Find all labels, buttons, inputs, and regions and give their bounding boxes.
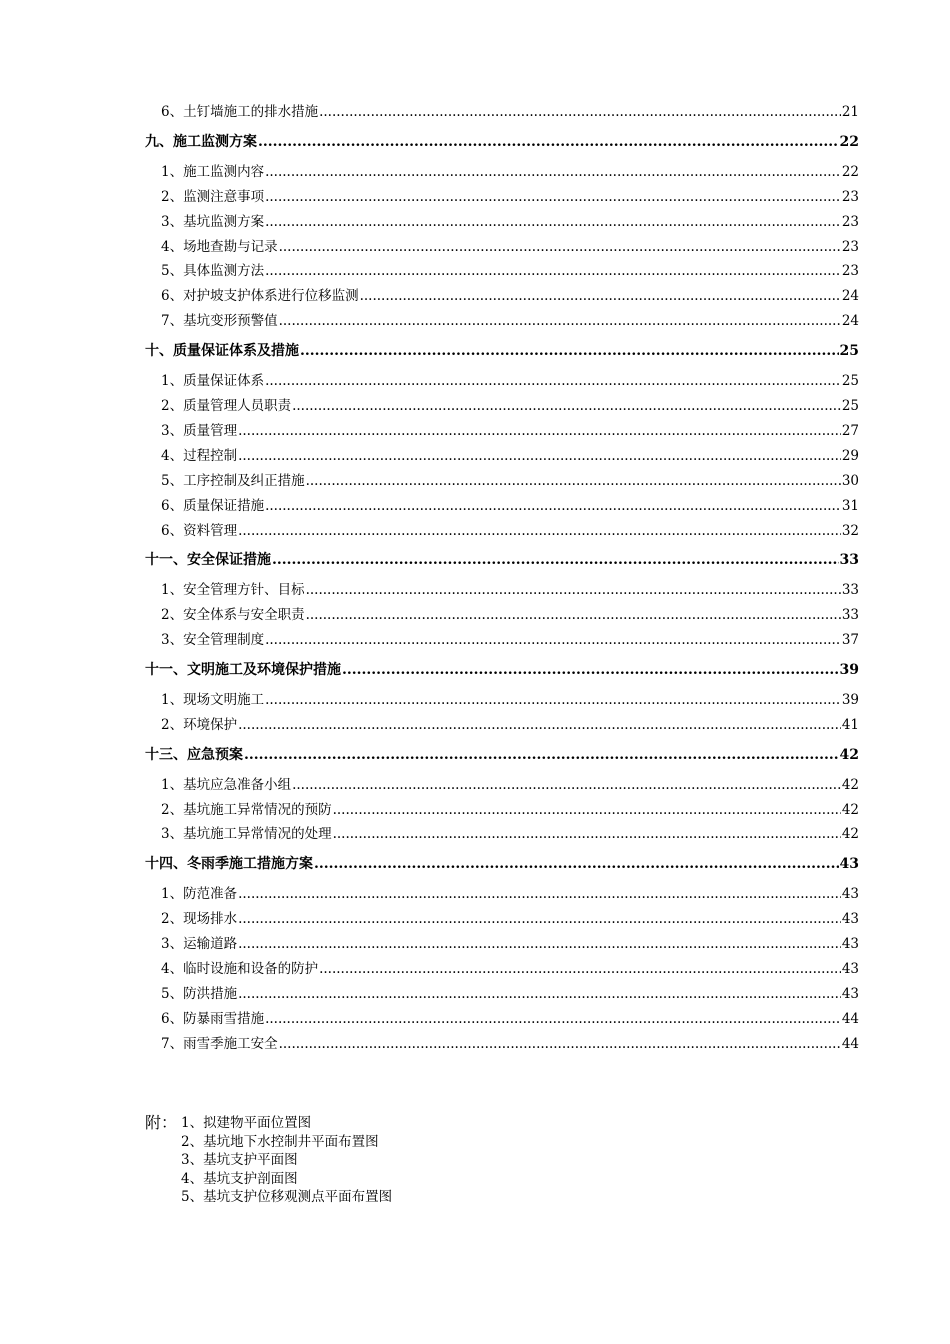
- toc-page-number: 43: [841, 911, 859, 928]
- toc-dot-leader: [279, 309, 841, 334]
- toc-page-number: 43: [841, 985, 859, 1002]
- appendix-item: 3、基坑支护平面图: [181, 1152, 298, 1168]
- toc-dot-leader: [265, 210, 841, 235]
- toc-page-number: 31: [841, 497, 859, 514]
- toc-chapter-entry[interactable]: [145, 548, 859, 573]
- toc-page-number: 44: [841, 1010, 859, 1027]
- toc-dot-leader: [238, 982, 841, 1007]
- toc-dot-leader: [238, 713, 841, 738]
- toc-page-number: 42: [841, 776, 859, 793]
- toc-page-number: 33: [839, 552, 859, 569]
- toc-entry-label: 6、质量保证措施: [161, 497, 265, 514]
- toc-page-number: 41: [841, 716, 859, 733]
- toc-page-number: 24: [841, 313, 859, 330]
- toc-entry-label: 3、运输道路: [161, 936, 238, 953]
- toc-entry-label: 2、质量管理人员职责: [161, 397, 292, 414]
- toc-entry-label: 1、防范准备: [161, 886, 238, 903]
- toc-entry-label: 十四、冬雨季施工措施方案: [145, 856, 313, 873]
- toc-section-entry[interactable]: [145, 982, 859, 1007]
- toc-entry-label: 3、质量管理: [161, 422, 238, 439]
- toc-page-number: 42: [841, 826, 859, 843]
- toc-entry-label: 十三、应急预案: [145, 746, 243, 763]
- toc-entry-label: 1、施工监测内容: [161, 163, 265, 180]
- toc-section-entry[interactable]: [145, 160, 859, 185]
- toc-dot-leader: [319, 957, 841, 982]
- toc-entry-label: 2、监测注意事项: [161, 188, 265, 205]
- toc-dot-leader: [265, 369, 841, 394]
- toc-page-number: 23: [841, 263, 859, 280]
- toc-dot-leader: [265, 259, 841, 284]
- toc-page-number: 23: [841, 188, 859, 205]
- toc-chapter-entry[interactable]: [145, 130, 859, 155]
- toc-page-number: 25: [841, 397, 859, 414]
- toc-chapter-entry[interactable]: [145, 852, 859, 877]
- toc-entry-label: 7、雨雪季施工安全: [161, 1035, 278, 1052]
- toc-entry-label: 4、过程控制: [161, 447, 238, 464]
- toc-dot-leader: [279, 235, 841, 260]
- toc-entry-label: 5、防洪措施: [161, 985, 238, 1002]
- toc-dot-leader: [333, 822, 841, 847]
- toc-section-entry[interactable]: [145, 185, 859, 210]
- toc-page-number: 25: [839, 343, 859, 360]
- toc-page-number: 43: [841, 961, 859, 977]
- toc-chapter-entry[interactable]: [145, 658, 859, 683]
- toc-page-number: 42: [839, 746, 859, 763]
- toc-entry-label: 十一、安全保证措施: [145, 552, 271, 569]
- toc-entry-label: 3、安全管理制度: [161, 632, 265, 649]
- toc-page-number: 23: [841, 213, 859, 230]
- toc-dot-leader: [319, 100, 841, 125]
- toc-entry-label: 1、安全管理方针、目标: [161, 582, 305, 599]
- toc-dot-leader: [292, 394, 841, 419]
- toc-page-number: 42: [841, 801, 859, 818]
- toc-entry-label: 十、质量保证体系及措施: [145, 343, 299, 360]
- toc-section-entry[interactable]: [145, 957, 859, 982]
- toc-chapter-entry[interactable]: [145, 339, 859, 364]
- toc-section-entry[interactable]: [145, 882, 859, 907]
- toc-entry-label: 6、土钉墙施工的排水措施: [161, 104, 319, 120]
- toc-dot-leader: [306, 469, 841, 494]
- toc-page-number: 32: [841, 522, 859, 539]
- toc-section-entry[interactable]: [145, 100, 859, 125]
- toc-dot-leader: [238, 419, 841, 444]
- toc-page-number: 23: [841, 238, 859, 255]
- toc-section-entry[interactable]: [145, 259, 859, 284]
- toc-section-entry[interactable]: [145, 444, 859, 469]
- toc-page-number: 27: [841, 422, 859, 439]
- toc-section-entry[interactable]: [145, 1032, 859, 1057]
- toc-dot-leader: [265, 494, 841, 519]
- toc-entry-label: 2、安全体系与安全职责: [161, 607, 305, 624]
- toc-section-entry[interactable]: [145, 394, 859, 419]
- appendix-item: 1、拟建物平面位置图: [181, 1115, 312, 1131]
- toc-dot-leader: [306, 578, 841, 603]
- toc-entry-label: 2、基坑施工异常情况的预防: [161, 801, 332, 818]
- toc-dot-leader: [258, 130, 839, 155]
- toc-dot-leader: [306, 603, 841, 628]
- toc-page-number: 30: [841, 472, 859, 489]
- toc-page-number: 39: [841, 691, 859, 708]
- toc-dot-leader: [244, 743, 839, 768]
- toc-dot-leader: [314, 852, 839, 877]
- toc-dot-leader: [238, 519, 841, 544]
- appendix: [145, 1114, 392, 1207]
- toc-entry-label: 4、临时设施和设备的防护: [161, 961, 319, 977]
- toc-dot-leader: [265, 688, 841, 713]
- toc-section-entry[interactable]: [145, 688, 859, 713]
- toc-entry-label: 6、对护坡支护体系进行位移监测: [161, 288, 359, 305]
- toc-section-entry[interactable]: [145, 713, 859, 738]
- toc-dot-leader: [238, 932, 841, 957]
- toc-dot-leader: [265, 185, 841, 210]
- appendix-title: 附：: [145, 1113, 178, 1132]
- toc-page-number: 39: [839, 662, 859, 679]
- toc-dot-leader: [333, 798, 841, 823]
- toc-chapter-entry[interactable]: [145, 743, 859, 768]
- toc-entry-label: 5、工序控制及纠正措施: [161, 472, 305, 489]
- toc-page-number: 33: [841, 582, 859, 599]
- toc-entry-label: 3、基坑施工异常情况的处理: [161, 826, 332, 843]
- toc-section-entry[interactable]: [145, 932, 859, 957]
- appendix-first-line: [145, 1114, 392, 1133]
- toc-section-entry[interactable]: [145, 284, 859, 309]
- toc-section-entry[interactable]: [145, 419, 859, 444]
- toc-section-entry[interactable]: [145, 628, 859, 653]
- toc-entry-label: 6、防暴雨雪措施: [161, 1010, 265, 1027]
- toc-section-entry[interactable]: [145, 519, 859, 544]
- toc-page-number: 43: [841, 936, 859, 953]
- toc-section-entry[interactable]: [145, 494, 859, 519]
- toc-dot-leader: [300, 339, 839, 364]
- appendix-item: 2、基坑地下水控制井平面布置图: [181, 1133, 379, 1150]
- toc-dot-leader: [265, 160, 841, 185]
- toc-page-number: 43: [839, 856, 859, 873]
- toc-dot-leader: [342, 658, 839, 683]
- toc-dot-leader: [272, 548, 839, 573]
- toc-page-number: 22: [841, 163, 859, 180]
- toc-section-entry[interactable]: [145, 469, 859, 494]
- toc-section-entry[interactable]: [145, 1007, 859, 1032]
- toc-section-entry[interactable]: [145, 578, 859, 603]
- toc-entry-label: 5、具体监测方法: [161, 263, 265, 280]
- toc-entry-label: 3、基坑监测方案: [161, 213, 265, 230]
- toc-dot-leader: [238, 444, 841, 469]
- appendix-item: 5、基坑支护位移观测点平面布置图: [181, 1189, 393, 1205]
- toc-entry-label: 6、资料管理: [161, 522, 238, 539]
- toc-dot-leader: [292, 773, 841, 798]
- toc-section-entry[interactable]: [145, 369, 859, 394]
- toc-dot-leader: [279, 1032, 841, 1057]
- toc-dot-leader: [265, 1007, 841, 1032]
- toc-entry-label: 4、场地查勘与记录: [161, 238, 278, 255]
- table-of-contents: [145, 100, 859, 1057]
- toc-entry-label: 九、施工监测方案: [145, 133, 257, 150]
- toc-section-entry[interactable]: [145, 773, 859, 798]
- toc-entry-label: 1、现场文明施工: [161, 691, 265, 708]
- toc-section-entry[interactable]: [145, 907, 859, 932]
- toc-section-entry[interactable]: [145, 822, 859, 847]
- toc-dot-leader: [238, 882, 841, 907]
- toc-page-number: 24: [841, 288, 859, 305]
- toc-entry-label: 7、基坑变形预警值: [161, 313, 278, 330]
- toc-section-entry[interactable]: [145, 210, 859, 235]
- toc-page-number: 37: [841, 632, 859, 649]
- toc-page-number: 22: [839, 133, 859, 150]
- toc-page-number: 29: [841, 447, 859, 464]
- toc-page-number: 33: [841, 607, 859, 624]
- toc-entry-label: 1、基坑应急准备小组: [161, 776, 292, 793]
- toc-section-entry[interactable]: [145, 235, 859, 260]
- toc-page-number: 44: [841, 1035, 859, 1052]
- toc-entry-label: 1、质量保证体系: [161, 373, 265, 390]
- toc-section-entry[interactable]: [145, 798, 859, 823]
- toc-section-entry[interactable]: [145, 603, 859, 628]
- toc-section-entry[interactable]: [145, 309, 859, 334]
- toc-entry-label: 十一、文明施工及环境保护措施: [145, 662, 341, 679]
- toc-page-number: 25: [841, 373, 859, 390]
- toc-page-number: 43: [841, 886, 859, 903]
- toc-entry-label: 2、环境保护: [161, 716, 238, 733]
- toc-dot-leader: [360, 284, 841, 309]
- appendix-item: 4、基坑支护剖面图: [181, 1170, 298, 1187]
- toc-entry-label: 2、现场排水: [161, 911, 238, 928]
- toc-dot-leader: [238, 907, 841, 932]
- toc-page-number: 21: [841, 104, 859, 120]
- toc-dot-leader: [265, 628, 841, 653]
